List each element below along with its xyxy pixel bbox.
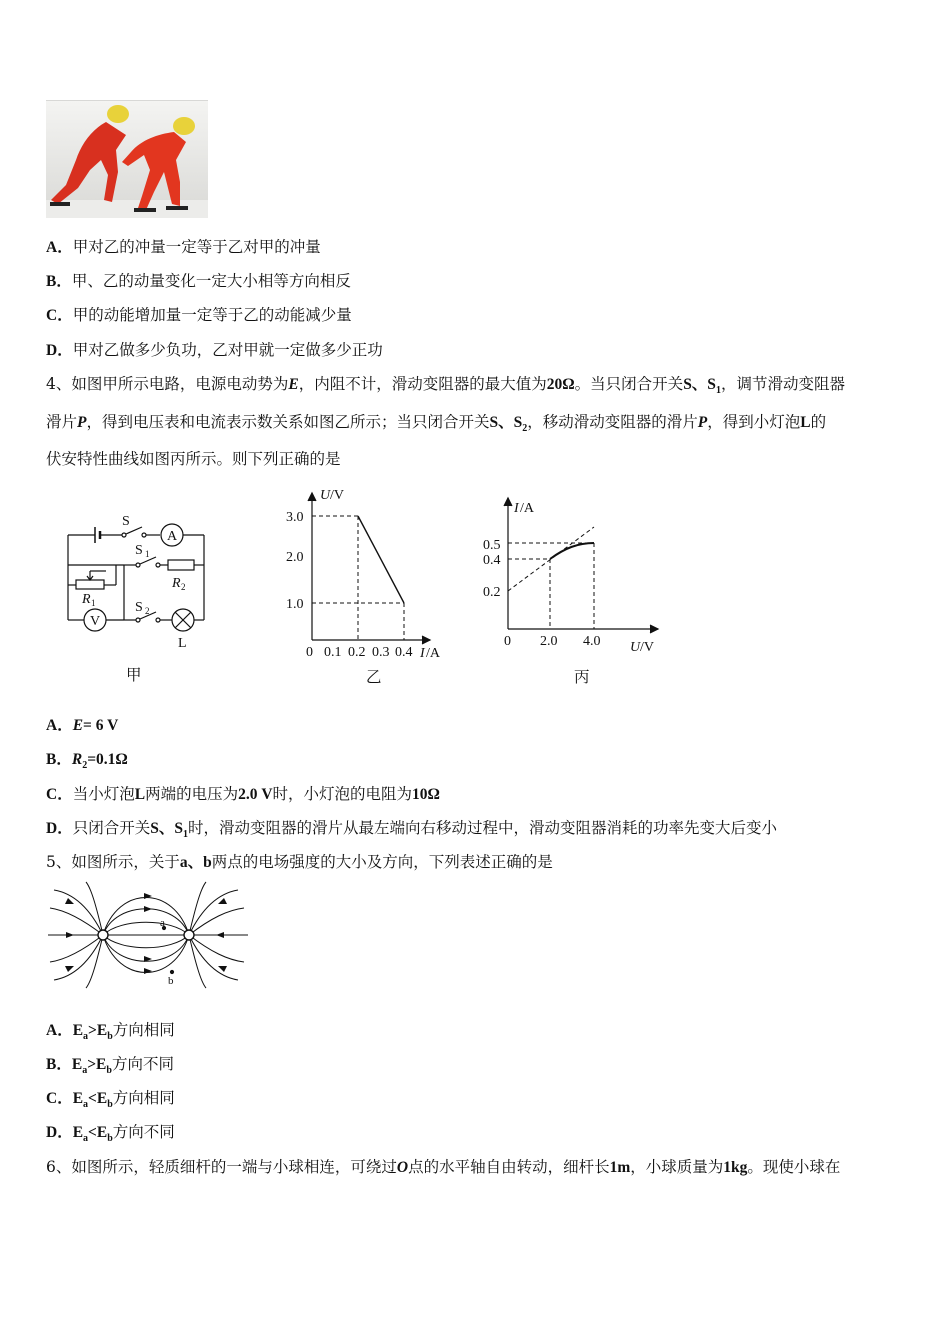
caption-jia: 甲 (126, 666, 142, 684)
label-L: L (178, 636, 187, 651)
svg-text:/A: /A (520, 501, 534, 516)
svg-text:0.2: 0.2 (348, 645, 366, 660)
graph-bing-curve (550, 543, 594, 559)
label-V: V (90, 614, 101, 629)
svg-text:U: U (320, 488, 331, 503)
label-A: A (167, 529, 178, 544)
graph-yi-line (358, 516, 404, 603)
q5-option-c: C．$E_a<E_b$方向相同 (46, 1089, 175, 1111)
svg-text:2.0: 2.0 (286, 550, 304, 565)
q4-stem-line3: 伏安特性曲线如图丙所示。则下列正确的是 (46, 450, 341, 468)
circuit-diagram-jia (60, 505, 220, 685)
q5-option-a: A．$E_a>E_b$方向相同 (46, 1021, 175, 1043)
svg-text:0.4: 0.4 (483, 553, 501, 568)
svg-text:0.2: 0.2 (483, 585, 501, 600)
svg-text:2.0: 2.0 (540, 634, 558, 649)
q4-option-c: C．当小灯泡L两端的电压为2.0 V时，小灯泡的电阻为10Ω (46, 785, 440, 803)
q6-stem: 6、如图所示，轻质细杆的一端与小球相连，可绕过O点的水平轴自由转动，细杆长1m，小球质量为1kg。现使小球在 (46, 1158, 841, 1176)
svg-text:4.0: 4.0 (583, 634, 601, 649)
svg-text:I: I (420, 646, 425, 661)
svg-text:0.3: 0.3 (372, 645, 390, 660)
q4-option-d: D．只闭合开关S、$S_1$时，滑动变阻器的滑片从最左端向右移动过程中，滑动变阻器消耗的功率先变大后变小 (46, 819, 777, 841)
q5-option-d: D．$E_a<E_b$方向不同 (46, 1123, 175, 1145)
svg-text:U: U (630, 640, 641, 655)
svg-text:2: 2 (181, 582, 186, 592)
graph-yi (280, 485, 450, 685)
q4-stem-line2: 滑片P，得到电压表和电流表示数关系如图乙所示；当只闭合开关S、$S_2$，移动滑动变阻器的滑片P，得到小灯泡L的 (46, 413, 827, 435)
label-R2: R (172, 576, 181, 591)
svg-text:2: 2 (145, 606, 150, 616)
svg-text:0: 0 (504, 634, 511, 649)
caption-yi: 乙 (366, 668, 382, 686)
q4-option-b: B．$R_2=0.1\Omega$ (46, 751, 128, 772)
svg-text:3.0: 3.0 (286, 510, 304, 525)
svg-text:0.4: 0.4 (395, 645, 413, 660)
label-S1: S (135, 543, 143, 558)
label-S: S (122, 514, 130, 529)
skaters-photo (46, 100, 208, 218)
label-R1: R (82, 592, 91, 607)
svg-text:I: I (514, 501, 519, 516)
electric-field-diagram (46, 880, 251, 990)
q3-option-d: D．甲对乙做多少负功，乙对甲就一定做多少正功 (46, 341, 383, 359)
graph-bing (480, 493, 670, 686)
q4-option-a: A．E= 6 V (46, 717, 119, 734)
svg-text:0.1: 0.1 (324, 645, 342, 660)
label-a: a (160, 917, 165, 929)
svg-text:/A: /A (426, 646, 440, 661)
q3-option-c: C．甲的动能增加量一定等于乙的动能减少量 (46, 306, 352, 324)
q3-option-b: B．甲、乙的动量变化一定大小相等方向相反 (46, 272, 351, 290)
q3-option-a: A．甲对乙的冲量一定等于乙对甲的冲量 (46, 238, 321, 256)
q4-stem-line1: 4、如图甲所示电路，电源电动势为E，内阻不计，滑动变阻器的最大值为20Ω。当只闭合开关S、$S_1$，调节滑动变阻器 (46, 375, 845, 397)
svg-text:1.0: 1.0 (286, 597, 304, 612)
svg-text:0: 0 (306, 645, 313, 660)
label-S2: S (135, 600, 143, 615)
svg-text:/V: /V (640, 640, 654, 655)
q5-option-b: B．$E_a>E_b$方向不同 (46, 1055, 174, 1077)
label-b: b (168, 975, 174, 987)
svg-text:1: 1 (145, 549, 150, 559)
svg-text:0.5: 0.5 (483, 538, 501, 553)
caption-bing: 丙 (574, 668, 590, 686)
svg-text:/V: /V (330, 488, 344, 503)
q5-stem: 5、如图所示，关于a、b两点的电场强度的大小及方向，下列表述正确的是 (46, 853, 553, 871)
svg-text:1: 1 (91, 598, 96, 608)
